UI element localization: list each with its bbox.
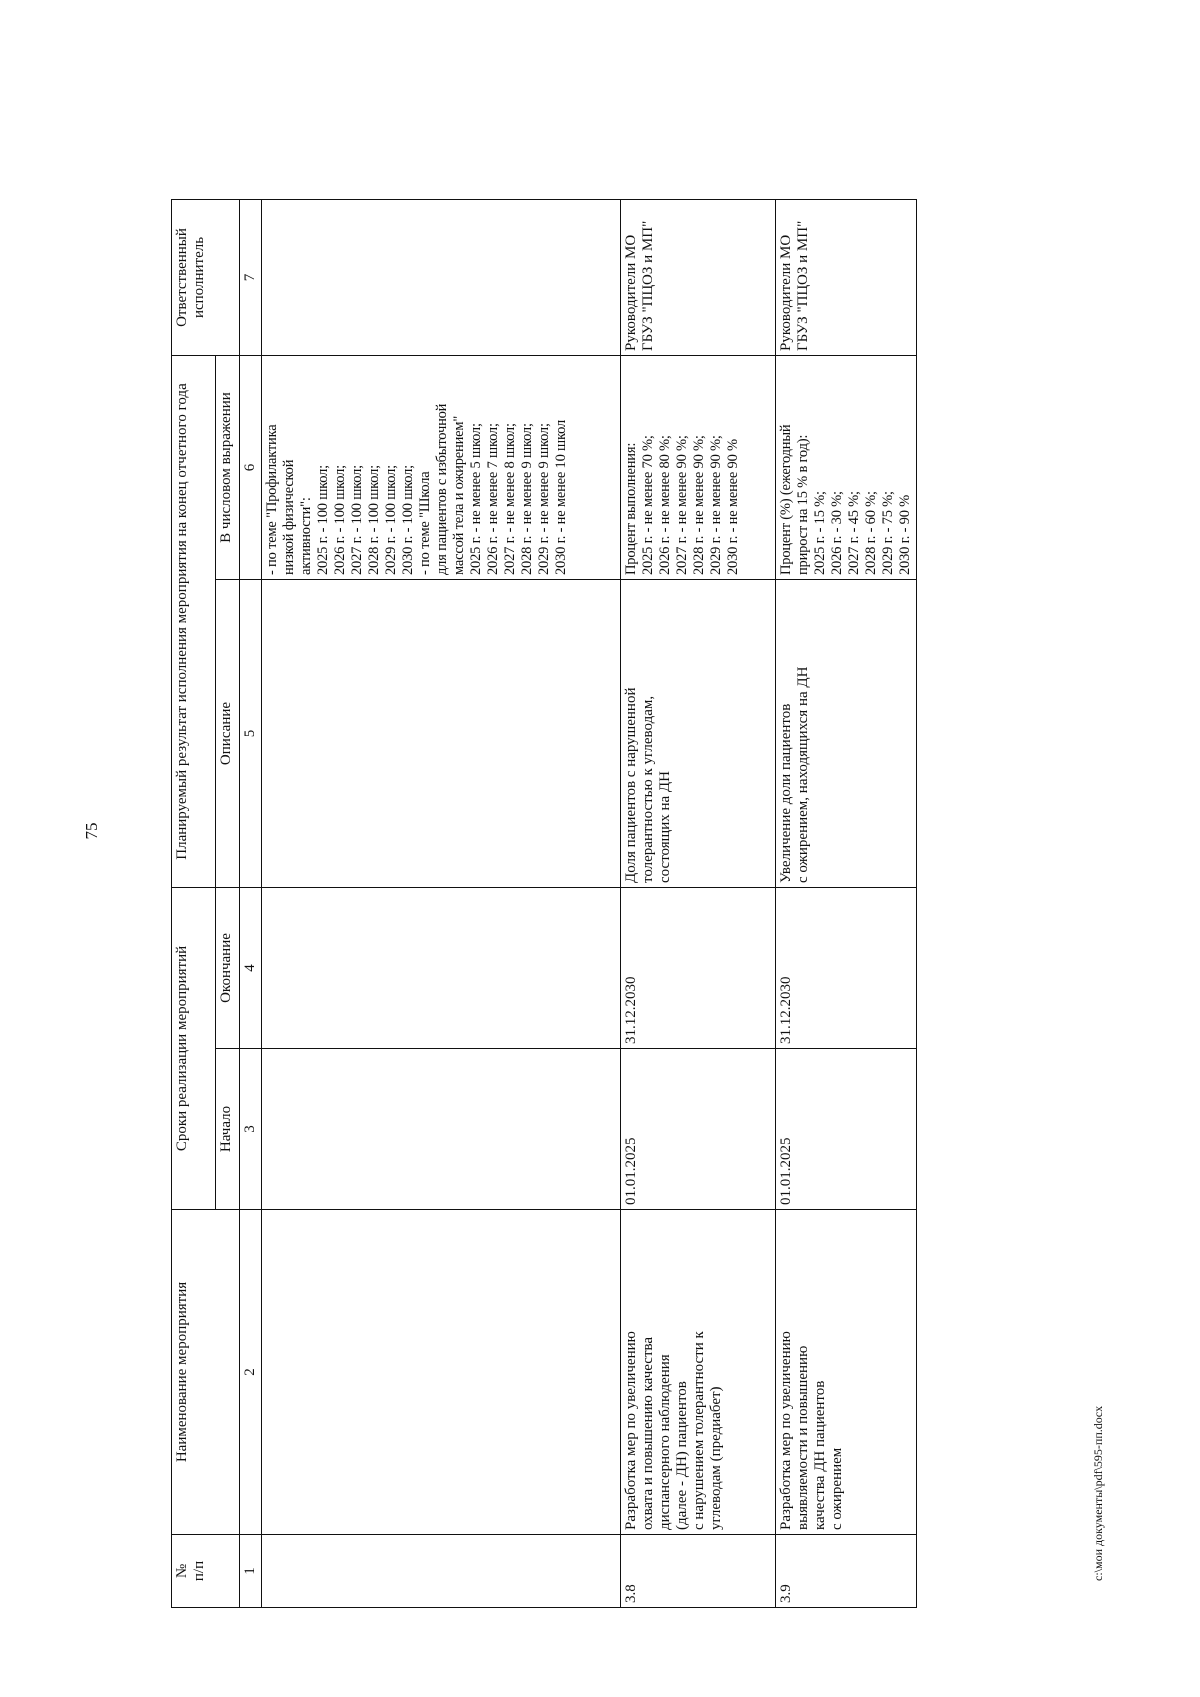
column-number: 5 — [240, 580, 262, 888]
header-numeric: В числовом выражении — [216, 356, 240, 580]
end-date: 31.12.2030 — [621, 888, 776, 1049]
start-date: 01.01.2025 — [776, 1049, 917, 1210]
result-description: Увеличение доли пациентов с ожирением, находящихся на ДН — [776, 580, 917, 888]
end-date: 31.12.2030 — [776, 888, 917, 1049]
header-dates: Сроки реализации мероприятий — [172, 888, 216, 1210]
end-date — [262, 888, 621, 1049]
column-number: 4 — [240, 888, 262, 1049]
start-date — [262, 1049, 621, 1210]
result-description — [262, 580, 621, 888]
row-number: 3.9 — [776, 1535, 917, 1608]
page-number: 75 — [82, 822, 101, 840]
header-start: Начало — [216, 1049, 240, 1210]
table-row — [776, 200, 917, 1608]
start-date: 01.01.2025 — [621, 1049, 776, 1210]
header-name: Наименование мероприятия — [172, 1210, 240, 1535]
table-row — [262, 200, 621, 1608]
result-numeric: Процент выполнения: 2025 г. - не менее 70 %; 2026 г. - не менее 80 %; 2027 г. - не менее 90 %; 2028 г. - не менее 90 %; 2029 г. - не менее 90 %; 2030 г. - не менее 90 % — [621, 356, 776, 580]
activity-name: Разработка мер по увеличению охвата и повышению качества диспансерного наблюдения (далее - ДН) пациентов с нарушением толерантности к углеводам (предиабет) — [621, 1210, 776, 1535]
row-number — [262, 1535, 621, 1608]
responsible — [262, 200, 621, 356]
header-end: Окончание — [216, 888, 240, 1049]
header-responsible: Ответственный исполнитель — [172, 200, 240, 356]
result-numeric: Процент (%) (ежегодный прирост на 15 % в год): 2025 г. - 15 %; 2026 г. - 30 %; 2027 г. - 45 %; 2028 г. - 60 %; 2029 г. - 75 %; 2030 г. - 90 % — [776, 356, 917, 580]
column-number: 1 — [240, 1535, 262, 1608]
table-container — [171, 200, 913, 1608]
activity-name — [262, 1210, 621, 1535]
header-no: № п/п — [172, 1535, 240, 1608]
row-number: 3.8 — [621, 1535, 776, 1608]
responsible: Руководители МО ГБУЗ "ПЦОЗ и МП" — [776, 200, 917, 356]
activity-name: Разработка мер по увеличению выявляемости и повышению качества ДН пациентов с ожирением — [776, 1210, 917, 1535]
column-number: 3 — [240, 1049, 262, 1210]
responsible: Руководители МО ГБУЗ "ПЦОЗ и МП" — [621, 200, 776, 356]
column-number: 7 — [240, 200, 262, 356]
table-row — [621, 200, 776, 1608]
result-description: Доля пациентов с нарушенной толерантностью к углеводам, состоящих на ДН — [621, 580, 776, 888]
result-numeric: - по теме "Профилактика низкой физической активности": 2025 г. - 100 школ; 2026 г. - 100 школ; 2027 г. - 100 школ; 2028 г. - 100 школ; 2029 г. - 100 школ; 2030 г. - 100 школ; - по теме "Школа для пациентов с избыточной массой тела и ожирением" 2025 г. - не менее 5 школ; 2026 г. - не менее 7 школ; 2027 г. - не менее 8 школ; 2028 г. - не менее 9 школ; 2029 г. - не менее 9 школ; 2030 г. - не менее 10 школ — [262, 356, 621, 580]
column-number: 6 — [240, 356, 262, 580]
header-description: Описание — [216, 580, 240, 888]
activities-table — [171, 199, 917, 1608]
column-number: 2 — [240, 1210, 262, 1535]
header-result: Планируемый результат исполнения мероприятия на конец отчетного года — [172, 356, 216, 888]
footer-file-path: c:\мои документы\pdf\595-пп.docx — [1091, 1405, 1105, 1581]
